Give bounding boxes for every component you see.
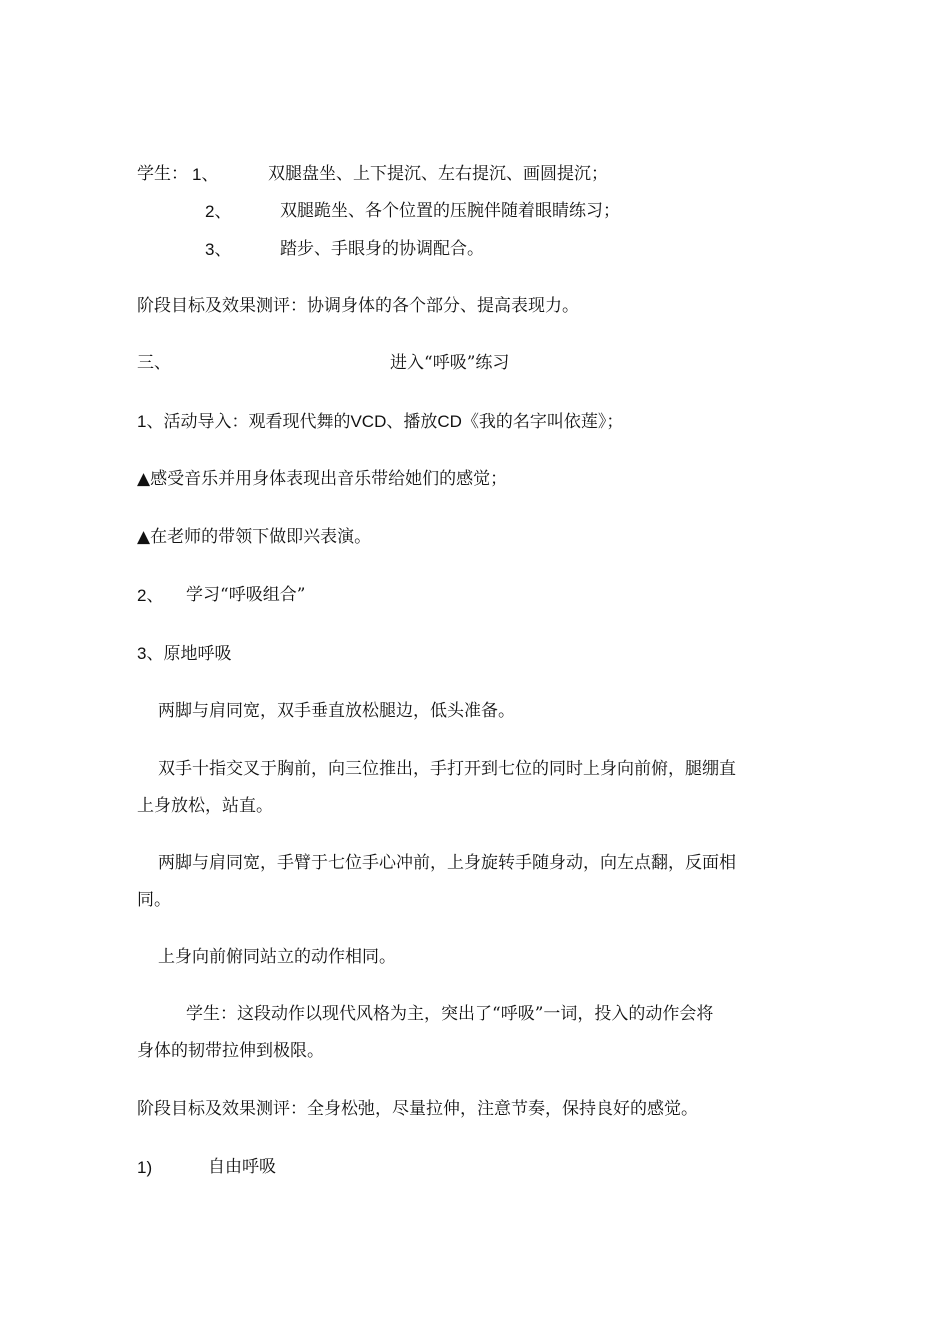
- paragraph-2-line-2: 上身放松，站直。: [137, 796, 273, 816]
- list-item-3: 踏步、手眼身的协调配合。: [280, 239, 484, 259]
- activity-vcd: VCD: [350, 412, 387, 431]
- activity-text-b: 、播放: [386, 412, 438, 432]
- paragraph-5-line-2: 身体的韧带拉伸到极限。: [137, 1041, 324, 1061]
- stage-goal-2: 阶段目标及效果测评：全身松弛，尽量拉伸，注意节奏，保持良好的感觉。: [137, 1099, 698, 1119]
- bullet-item-1: ▲感受音乐并用身体表现出音乐带给她们的感觉；: [137, 469, 508, 489]
- paragraph-3-line-1: 两脚与肩同宽，手臂于七位手心冲前，上身旋转手随身动，向左点翻，反面相: [158, 853, 736, 873]
- item-3-number: 3: [137, 644, 147, 663]
- item-3: [137, 645, 231, 663]
- activity-number: 1: [137, 412, 147, 431]
- list-number-2: 2、: [205, 202, 232, 221]
- free-breathing-text: 自由呼吸: [208, 1157, 276, 1177]
- list-item-1: 双腿盘坐、上下提沉、左右提沉、画圆提沉；: [268, 164, 608, 184]
- activity-cd: CD: [437, 412, 462, 431]
- activity-text-a: 、活动导入：观看现代舞的: [146, 412, 351, 432]
- section-3-title: 进入“呼吸”练习: [390, 353, 510, 373]
- list-item-2: 双腿跪坐、各个位置的压腕伴随着眼睛练习；: [280, 201, 620, 221]
- bullet-item-2: ▲在老师的带领下做即兴表演。: [137, 527, 372, 547]
- activity-intro: [137, 413, 623, 431]
- item-2-text: 学习“呼吸组合”: [186, 585, 306, 605]
- paragraph-2-line-1: 双手十指交叉于胸前，向三位推出，手打开到七位的同时上身向前俯，腿绷直: [158, 759, 736, 779]
- stage-goal-1: 阶段目标及效果测评：协调身体的各个部分、提高表现力。: [137, 296, 579, 316]
- list-number-1: 1、: [192, 165, 219, 184]
- free-breathing-number: 1): [137, 1158, 153, 1177]
- list-number-3: 3、: [205, 240, 232, 259]
- student-label: 学生：: [137, 164, 188, 184]
- paragraph-3-line-2: 同。: [137, 890, 171, 910]
- item-2-number: 2、: [137, 586, 164, 605]
- item-3-text: 、原地呼吸: [146, 644, 232, 664]
- activity-text-c: 《我的名字叫依莲》；: [461, 412, 624, 432]
- paragraph-4: 上身向前俯同站立的动作相同。: [158, 947, 396, 967]
- paragraph-1: 两脚与肩同宽，双手垂直放松腿边，低头准备。: [158, 701, 515, 721]
- paragraph-5-line-1: 学生：这段动作以现代风格为主，突出了“呼吸”一词，投入的动作会将: [186, 1004, 714, 1024]
- section-3-number: 三、: [137, 353, 171, 373]
